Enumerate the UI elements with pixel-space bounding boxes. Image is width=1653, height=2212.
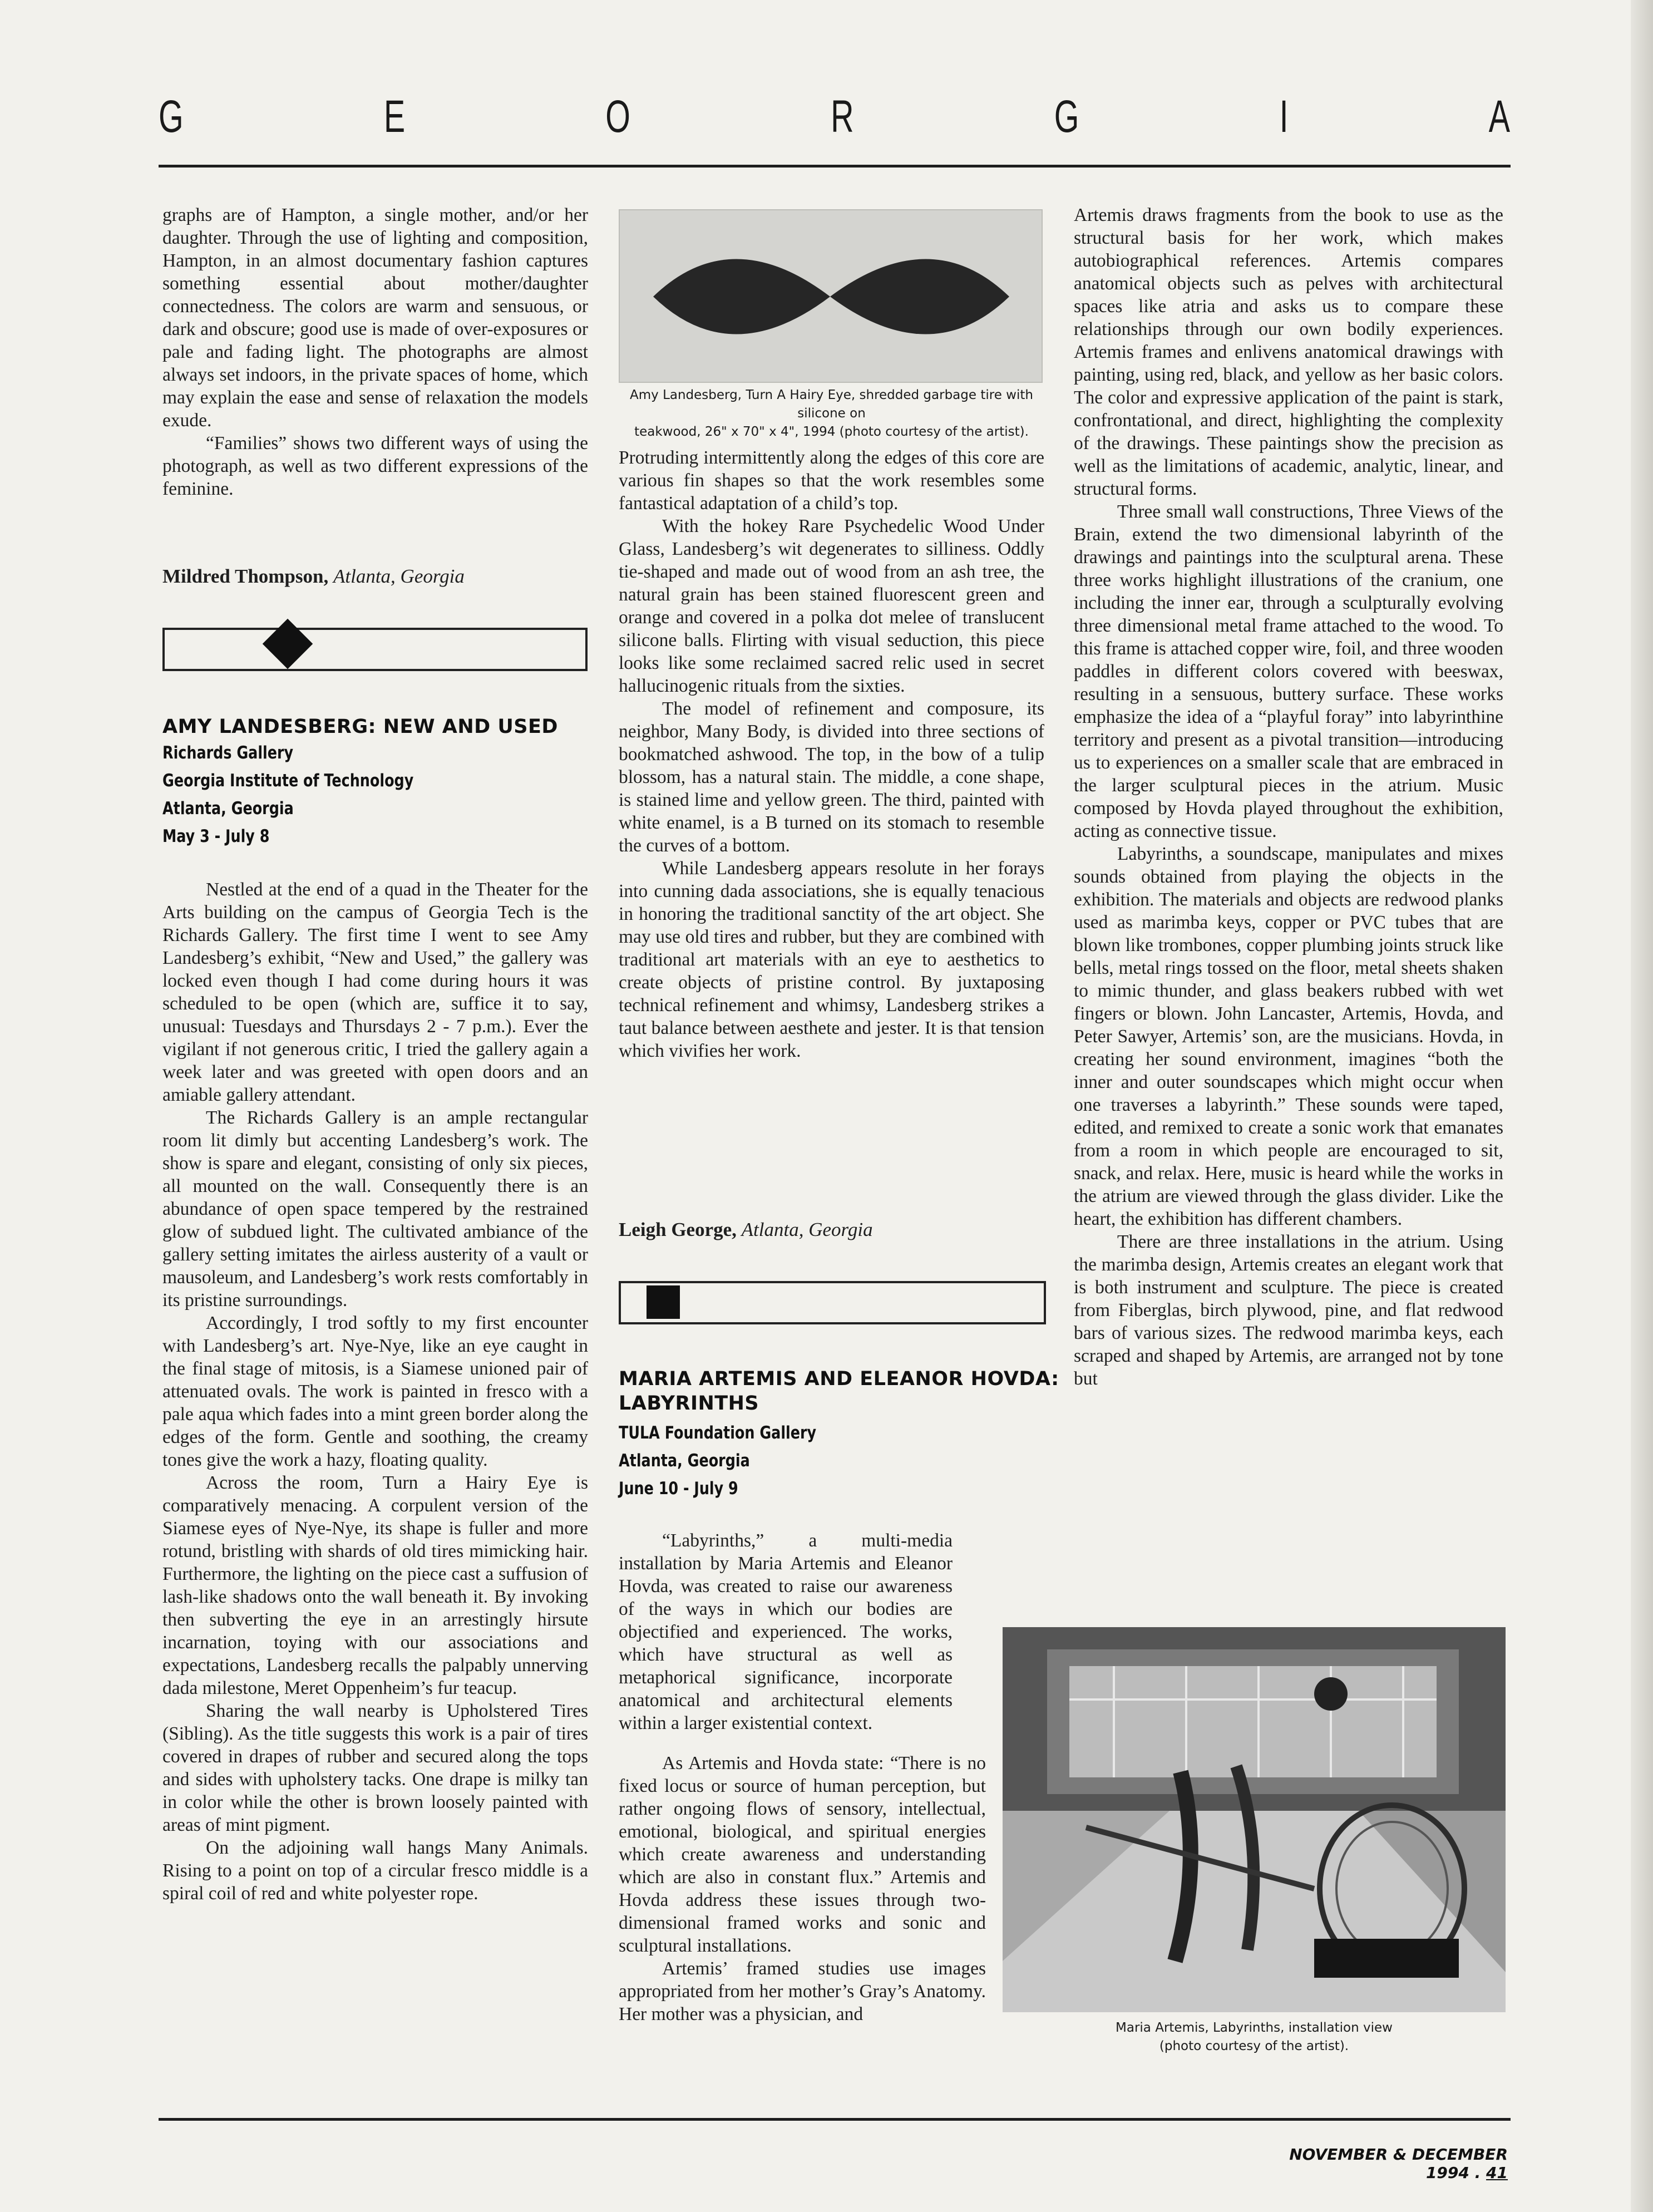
- byline-place: Atlanta, Georgia: [333, 565, 465, 587]
- column-2-article-2-cont: [619, 1752, 986, 2026]
- section-divider: [162, 628, 588, 671]
- photo-caption: [1003, 2019, 1506, 2056]
- byline: [162, 565, 465, 588]
- folio-separator: .: [1474, 2164, 1487, 2182]
- installation-image: [1003, 1627, 1506, 2012]
- body-paragraph: “Labyrinths,” a multi-media installation by Maria Artemis and Eleanor Hovda, was created to raise our awareness of the ways in which our bodies are objectified and experienced. The works, which have structural as well as metaphorical significance, incorporate anatomical and architectural elements within a larger existential context.: [619, 1530, 953, 1733]
- body-paragraph: Labyrinths, a soundscape, manipulates and mixes sounds obtained from playing the objects in the exhibition. The materials and objects are redwood planks used as marimba keys, copper or PVC tubes that are blown like trombones, copper plumbing joints struck like bells, metal rings tossed on the floor, metal sheets shaken to mimic thunder, and glass beakers rubbed with wet fingers or blown. John Lancaster, Artemis, Hovda, and Peter Sawyer, Artemis’ son, are the musicians. Hovda, in creating her sound environment, imagines “both the inner and outer soundscapes which might occur when one traverses a labyrinth.” These sounds were taped, edited, and remixed to create a sonic work that emanates from a room in which people are encouraged to sit, snack, and relax. Here, music is heard while the works in the atrium are viewed through the glass divider. Like the heart, the exhibition has different chambers.: [1074, 844, 1503, 1229]
- article-title-line-2: LABYRINTHS: [619, 1392, 759, 1415]
- installation-photo-labyrinths: [1003, 1627, 1506, 2012]
- body-paragraph: Protruding intermittently along the edges of this core are various fin shapes so that the work resembles some fantastical adaptation of a child’s top.: [619, 447, 1044, 514]
- header-letter: G: [1054, 91, 1079, 142]
- issue-date: NOVEMBER & DECEMBER 1994: [1289, 2145, 1508, 2182]
- page-footer: [1252, 2145, 1508, 2182]
- header-letter: R: [831, 91, 854, 142]
- byline: [619, 1219, 873, 1241]
- body-paragraph: As Artemis and Hovda state: “There is no fixed locus or source of human perception, but rather ongoing flows of sensory, intellectual, emotional, biological, and spiritual energies which create awareness and understanding which are also in constant flux.” Artemis and Hovda address these issues through two-dimensional framed works and sonic and sculptural installations.: [619, 1753, 986, 1956]
- section-divider: [619, 1281, 1046, 1324]
- body-paragraph: Artemis’ framed studies use images appropriated from her mother’s Gray’s Anatomy. Her mother was a physician, and: [619, 1958, 986, 2024]
- body-paragraph: Three small wall constructions, Three Views of the Brain, extend the two dimensional labyrinth of the drawings and paintings into the sculptural arena. These three works highlight illustrations of the cranium, one including the inner ear, through a sculpturally evolving three dimensional metal frame attached to the wood. To this frame is attached copper wire, foil, and three wooden paddles in different colors covered with beeswax, resulting in a sensuous, buttery surface. These works emphasize the idea of a “playful foray” into labyrinthine territory and present as a pivotal transition—introducing us to experiences on a smaller scale that are embraced in the larger sculptural pieces in the atrium. Music composed by Hovda played throughout the exhibition, acting as connective tissue.: [1074, 501, 1503, 841]
- article-institution: Georgia Institute of Technology: [162, 771, 414, 791]
- article-dates: June 10 - July 9: [619, 1479, 738, 1499]
- footer-rule: [159, 2118, 1511, 2121]
- byline-place: Atlanta, Georgia: [741, 1219, 873, 1240]
- body-paragraph: Nestled at the end of a quad in the Theater for the Arts building on the campus of Georgia Tech is the Richards Gallery. The first time I went to see Amy Landesberg’s exhibit, “New and Used,” the gallery was locked even though I had come during hours it was scheduled to be open (which are, suffice it to say, unusual: Tuesdays and Thursdays 2 - 7 p.m.). Ever the vigilant if not generous critic, I tried the gallery again a week later and was greeted with open doors and an amiable gallery attendant.: [162, 879, 588, 1105]
- byline-name: Mildred Thompson,: [162, 565, 329, 587]
- column-2-article-2: [619, 1529, 1047, 1735]
- byline-name: Leigh George,: [619, 1219, 737, 1240]
- body-paragraph: The model of refinement and composure, its neighbor, Many Body, is divided into three sections of bookmatched ashwood. The top, in the bow of a tulip blossom, has a natural stain. The middle, a cone shape, is stained lime and yellow green. The third, painted with white enamel, is a B turned on its stomach to resemble the curves of a bottom.: [619, 698, 1044, 856]
- body-paragraph: graphs are of Hampton, a single mother, and/or her daughter. Through the use of lighting and composition, Hampton, in an almost documentary fashion captures something essential about mother/daughter connectedness. The colors are warm and sensuous, or dark and obscure; good use is made of over-exposures or pale and fading light. The photographs are almost always set indoors, in the private spaces of home, which may explain the ease and sense of relaxation the models exude.: [162, 205, 588, 431]
- square-ornament: [647, 1285, 680, 1319]
- header-letter: E: [383, 91, 406, 142]
- column-1-top: [162, 204, 588, 500]
- body-paragraph: On the adjoining wall hangs Many Animals. Rising to a point on top of a circular fresco middle is a spiral coil of red and white polyester rope.: [162, 1837, 588, 1904]
- caption-line: Amy Landesberg, Turn A Hairy Eye, shredded garbage tire with silicone on: [630, 388, 1033, 421]
- header-letter: I: [1279, 91, 1289, 142]
- header-rule: [159, 165, 1511, 167]
- article-venue: TULA Foundation Gallery: [619, 1423, 817, 1443]
- body-paragraph: There are three installations in the atrium. Using the marimba design, Artemis creates an elegant work that is both instrument and sculpture. The piece is created from Fiberglas, birch plywood, pine, and flat redwood bars of various sizes. The redwood marimba keys, each scraped and shaped by Artemis, are arranged not by tone but: [1074, 1231, 1503, 1389]
- artwork-image: [620, 210, 1042, 382]
- caption-line: (photo courtesy of the artist).: [1159, 2039, 1349, 2053]
- article-dates: May 3 - July 8: [162, 826, 270, 846]
- body-paragraph: “Families” shows two different ways of using the photograph, as well as two different expressions of the feminine.: [162, 433, 588, 499]
- article-title: MARIA ARTEMIS AND ELEANOR HOVDA:: [619, 1368, 1059, 1390]
- body-paragraph: With the hokey Rare Psychedelic Wood Under Glass, Landesberg’s wit degenerates to silliness. Oddly tie-shaped and made out of wood from an ash tree, the natural grain has been stained fluorescent green and orange and covered in a polka dot melee of translucent silicone balls. Flirting with visual seduction, this piece looks like some reclaimed sacred relic used in secret hallucinogenic rituals from the sixties.: [619, 516, 1044, 696]
- article-city: Atlanta, Georgia: [162, 799, 294, 819]
- body-paragraph: Accordingly, I trod softly to my first encounter with Landesberg’s art. Nye-Nye, like an eye caught in the final stage of mitosis, is a Siamese unioned pair of attenuated ovals. The work is painted in fresco with a pale aqua which fades into a mint green border along the edges of the form. Gentle and soothing, the creamy tones give the work a hazy, floating quality.: [162, 1313, 588, 1470]
- header-letter: G: [159, 91, 184, 142]
- page-number: 41: [1486, 2164, 1508, 2182]
- header-letter: O: [605, 91, 630, 142]
- artwork-photo-turn-a-hairy-eye: [619, 209, 1043, 383]
- state-title: [159, 83, 1510, 150]
- body-paragraph: Sharing the wall nearby is Upholstered Tires (Sibling). As the title suggests this work is a pair of tires covered in drapes of rubber and secured along the tops and sides with upholstery tacks. One drape is milky tan in color while the other is brown loosely painted with areas of mint pigment.: [162, 1701, 588, 1835]
- column-3-body: [1074, 204, 1503, 1390]
- header-letter: A: [1488, 91, 1510, 142]
- column-1-body: [162, 878, 588, 1905]
- article-venue: Richards Gallery: [162, 743, 294, 763]
- body-paragraph: While Landesberg appears resolute in her forays into cunning dada associations, she is equally tenacious in honoring the traditional sanctity of the art object. She may use old tires and rubber, but they are combined with traditional art materials with an eye to aesthetics to create objects of pristine control. By juxtaposing technical refinement and whimsy, Landesberg strikes a taut balance between aesthete and jester. It is that tension which vivifies her work.: [619, 858, 1044, 1061]
- photo-caption: [619, 386, 1044, 441]
- body-paragraph: Across the room, Turn a Hairy Eye is comparatively menacing. A corpulent version of the Siamese eyes of Nye-Nye, its shape is fuller and more rotund, bristling with shards of old tires mimicking hair. Furthermore, the lighting on the piece cast a suffusion of lash-like shadows onto the wall beneath it. By invoking then subverting the eye in an arrestingly hirsute incarnation, toying with our associations and expectations, Landesberg recalls the palpably unnerving dada milestone, Meret Oppenheim’s fur teacup.: [162, 1472, 588, 1698]
- page-edge: [1631, 0, 1653, 2212]
- caption-line: Maria Artemis, Labyrinths, installation view: [1116, 2021, 1393, 2035]
- body-paragraph: Artemis draws fragments from the book to use as the structural basis for her work, which makes autobiographical references. Artemis compares anatomical objects such as pelves with architectural spaces like atria and asks us to compare these relationships through our own bodily experiences. Artemis frames and enlivens anatomical drawings with painting, using red, black, and yellow as her basic colors. The color and expressive application of the paint is stark, confrontational, and direct, highlighting the complexity of the drawings. These paintings show the precision as well as the limitations of academic, analytic, linear, and structural forms.: [1074, 205, 1503, 499]
- column-2-body: [619, 446, 1044, 1062]
- article-title: AMY LANDESBERG: NEW AND USED: [162, 716, 558, 738]
- article-city: Atlanta, Georgia: [619, 1451, 750, 1471]
- caption-line: teakwood, 26" x 70" x 4", 1994 (photo courtesy of the artist).: [634, 425, 1029, 439]
- body-paragraph: The Richards Gallery is an ample rectangular room lit dimly but accenting Landesberg’s work. The show is spare and elegant, consisting of only six pieces, all mounted on the wall. Consequently there is an abundance of open space tempered by the restrained glow of subdued light. The cultivated ambiance of the gallery setting imitates the airless austerity of a vault or mausoleum, and Landesberg’s work rests comfortably in its pristine surroundings.: [162, 1107, 588, 1311]
